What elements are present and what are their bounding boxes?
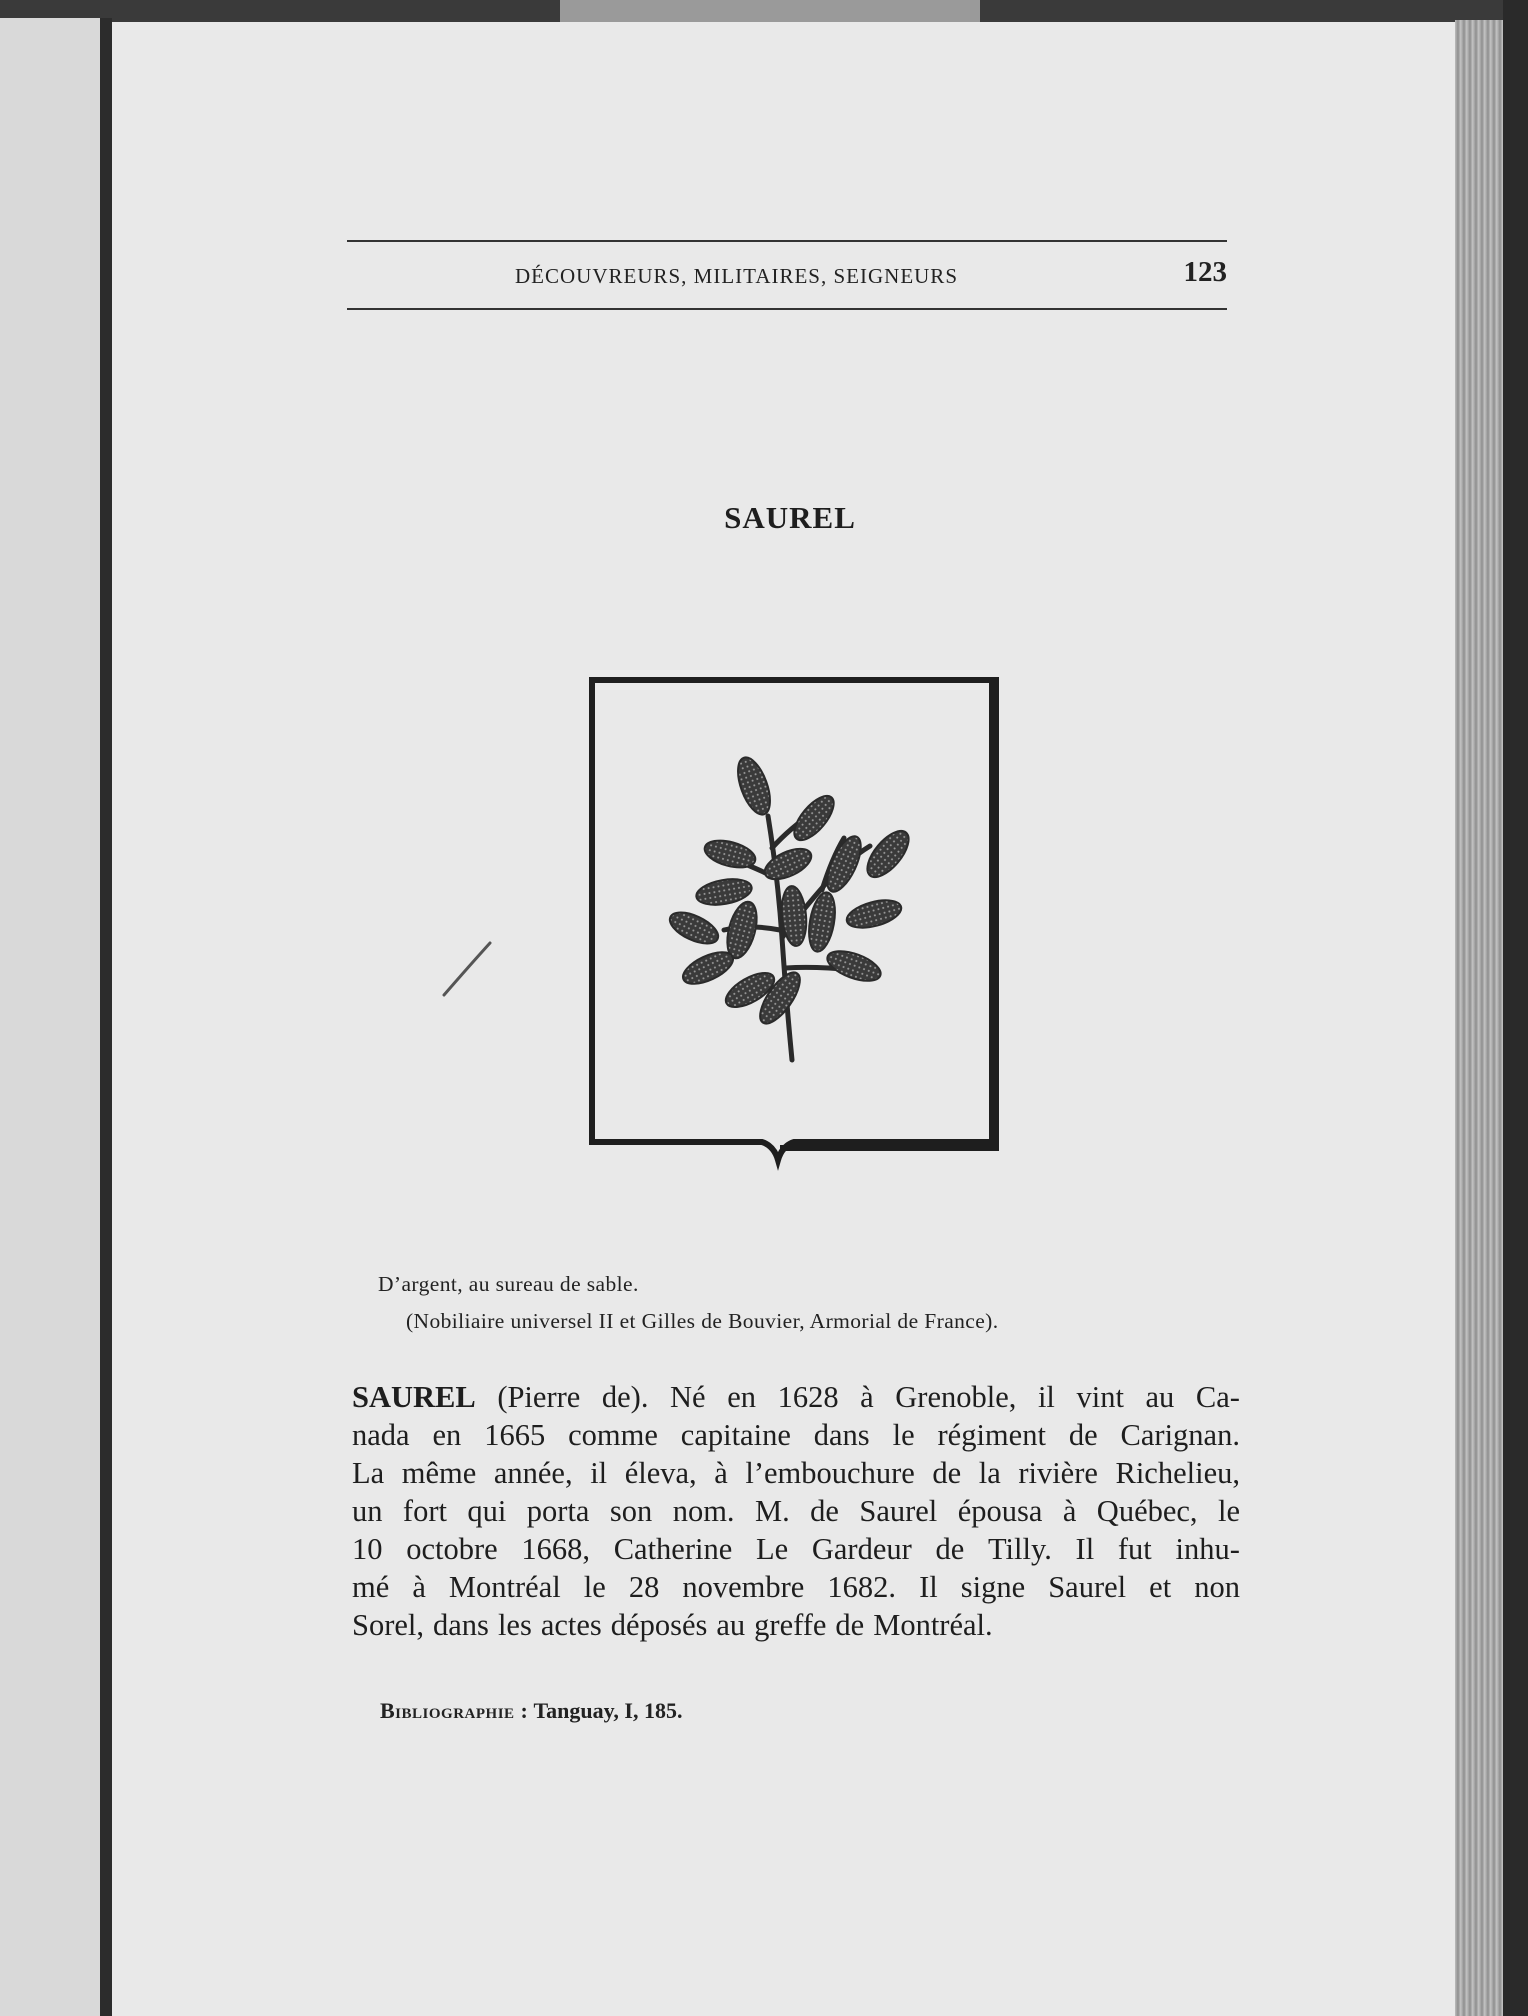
article-word: déposés <box>610 1608 708 1642</box>
page-number: 123 <box>1183 256 1227 288</box>
article-word: Catherine <box>613 1532 733 1566</box>
elder-branch-shield-icon <box>582 668 1002 1208</box>
article-word: en <box>432 1418 462 1452</box>
article-word: un <box>352 1494 383 1528</box>
article-line <box>352 1606 1240 1644</box>
running-header <box>347 240 1227 310</box>
scan-top-band <box>560 0 980 22</box>
article-word: actes <box>540 1608 602 1642</box>
book-gutter <box>100 18 112 2016</box>
article-word: à <box>860 1380 874 1414</box>
article-word: qui <box>467 1494 507 1528</box>
article-word: 1682. <box>827 1570 897 1604</box>
article-line <box>352 1530 1240 1568</box>
article-word: La <box>352 1456 385 1490</box>
scan-right-edge <box>1503 0 1528 2016</box>
article-word: il <box>590 1456 608 1490</box>
running-title: DÉCOUVREURS, MILITAIRES, SEIGNEURS <box>515 264 958 288</box>
article-word: nom. <box>672 1494 735 1528</box>
blazon-source: (Nobiliaire universel II et Gilles de Bouvier, Armorial de France). <box>406 1309 999 1333</box>
article-word: (Pierre <box>497 1380 581 1414</box>
blazon-description: D’argent, au sureau de sable. <box>378 1272 639 1296</box>
article-word: mé <box>352 1570 390 1604</box>
article-line <box>352 1568 1240 1606</box>
article-line <box>352 1378 1240 1416</box>
article-word: Saurel <box>859 1494 938 1528</box>
article-word: les <box>497 1608 532 1642</box>
article-word: Grenoble, <box>895 1380 1017 1414</box>
article-word: Le <box>755 1532 789 1566</box>
article-word: Richelieu, <box>1115 1456 1240 1490</box>
article-word: de <box>835 1608 865 1642</box>
article-word: dans <box>433 1608 489 1642</box>
article-word: à <box>714 1456 728 1490</box>
bibliography-text: Tanguay, I, 185. <box>533 1698 683 1723</box>
article-word: au <box>1145 1380 1175 1414</box>
article-word: de <box>810 1494 839 1528</box>
article-word: capitaine <box>680 1418 791 1452</box>
article-word: il <box>1037 1380 1055 1414</box>
article-word: non <box>1194 1570 1240 1604</box>
article-word: octobre <box>406 1532 498 1566</box>
blazon-caption <box>378 1272 1238 1334</box>
article-body <box>352 1378 1240 1644</box>
article-line <box>352 1492 1240 1530</box>
article-word: nada <box>352 1418 410 1452</box>
article-word: fut <box>1117 1532 1152 1566</box>
article-word: de). <box>601 1380 649 1414</box>
article-word: Sorel, <box>352 1608 425 1642</box>
article-word: et <box>1149 1570 1172 1604</box>
article-word: rivière <box>1018 1456 1098 1490</box>
article-word: 1628 <box>777 1380 839 1414</box>
article-word: même <box>401 1456 477 1490</box>
article-word: régiment <box>937 1418 1046 1452</box>
article-word: son <box>609 1494 653 1528</box>
article-word: Montréal <box>448 1570 561 1604</box>
bibliography <box>380 1698 682 1724</box>
article-word: comme <box>568 1418 658 1452</box>
article-word: de <box>1068 1418 1098 1452</box>
article-word: greffe <box>754 1608 827 1642</box>
article-word: en <box>727 1380 756 1414</box>
article-word: année, <box>493 1456 573 1490</box>
article-word: Québec, <box>1096 1494 1198 1528</box>
article-word: à <box>412 1570 426 1604</box>
article-word: signe <box>960 1570 1026 1604</box>
article-word: le <box>583 1570 606 1604</box>
article-word: Tilly. <box>987 1532 1052 1566</box>
article-word: 10 <box>352 1532 383 1566</box>
article-word: Né <box>670 1380 706 1414</box>
article-word: porta <box>526 1494 590 1528</box>
article-word: inhu- <box>1175 1532 1240 1566</box>
article-word: Il <box>1075 1532 1095 1566</box>
article-word: de <box>932 1456 962 1490</box>
article-word: de <box>935 1532 965 1566</box>
article-word: à <box>1062 1494 1077 1528</box>
article-word: la <box>978 1456 1001 1490</box>
page-stack-edge <box>1455 20 1503 2016</box>
article-word: le <box>1217 1494 1240 1528</box>
article-word: novembre <box>682 1570 805 1604</box>
article-word: Carignan. <box>1120 1418 1240 1452</box>
article-line <box>352 1416 1240 1454</box>
scan-top-edge <box>0 0 1528 22</box>
article-word: vint <box>1076 1380 1124 1414</box>
article-word: 28 <box>628 1570 660 1604</box>
article-word: épousa <box>957 1494 1043 1528</box>
article-word: M. <box>754 1494 790 1528</box>
article-word: Gardeur <box>811 1532 912 1566</box>
bibliography-label: Bibliographie : <box>380 1698 529 1723</box>
article-name: SAUREL <box>352 1380 476 1414</box>
article-word: le <box>892 1418 915 1452</box>
stray-pencil-mark <box>430 935 500 1005</box>
article-word: l’embouchure <box>745 1456 915 1490</box>
section-title: SAUREL <box>724 500 856 535</box>
article-word: fort <box>402 1494 447 1528</box>
article-word: Montréal. <box>873 1608 993 1642</box>
article-word: 1665 <box>484 1418 546 1452</box>
facing-page-edge <box>0 18 108 2016</box>
article-word: au <box>716 1608 746 1642</box>
article-line <box>352 1454 1240 1492</box>
article-word: dans <box>813 1418 870 1452</box>
article-word: Il <box>919 1570 938 1604</box>
article-word: Ca- <box>1195 1380 1240 1414</box>
article-word: 1668, <box>521 1532 590 1566</box>
article-word: Saurel <box>1048 1570 1127 1604</box>
article-word: éleva, <box>624 1456 697 1490</box>
